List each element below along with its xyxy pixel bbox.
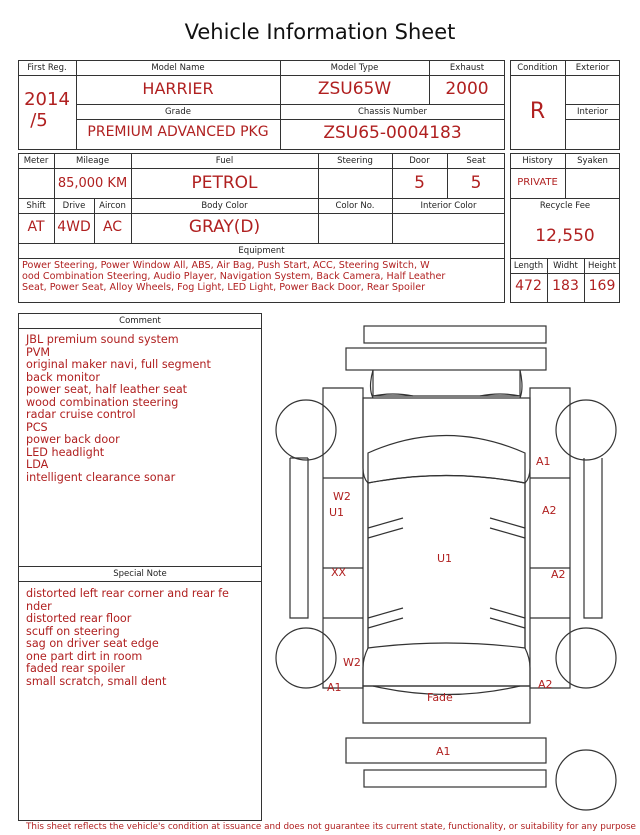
damage-mark-a1-left-rear: A1 (327, 681, 342, 694)
comment-line: PVM (26, 345, 51, 359)
front-right-wheel (556, 400, 616, 460)
disclaimer-footer: This sheet reflects the vehicle's condition at issuance and does not guarantee its current state, functionality, or suitability for any purpose (26, 822, 636, 832)
mileage-value: 85,000 KM (57, 176, 128, 191)
spare-wheel (556, 750, 616, 810)
condition-value: R (529, 99, 546, 124)
right-side-panels (530, 388, 570, 688)
color-no-label: Color No. (335, 201, 375, 211)
special-note-line: scuff on steering (26, 624, 120, 638)
first-reg-label: First Reg. (27, 63, 67, 73)
exhaust-label: Exhaust (449, 63, 485, 73)
model-name-label: Model Name (151, 63, 205, 73)
meter-label: Meter (23, 156, 49, 166)
comment-line: power back door (26, 433, 120, 446)
comment-line: wood combination steering (26, 395, 179, 409)
fuel-label: Fuel (215, 156, 234, 166)
steering-label: Steering (337, 156, 373, 166)
comment-line: intelligent clearance sonar (26, 470, 176, 484)
special-note-line: distorted left rear corner and rear fe (26, 587, 229, 600)
recycle-fee-value: 12,550 (535, 226, 595, 246)
special-note-line: nder (26, 599, 52, 613)
front-bumper (364, 326, 546, 343)
special-note-line: small scratch, small dent (26, 674, 167, 688)
history-value: PRIVATE (517, 177, 558, 188)
damage-mark-a1-front-right: A1 (536, 455, 551, 468)
special-note-line: faded rear spoiler (26, 662, 126, 675)
door-label: Door (409, 156, 430, 166)
car-damage-diagram (268, 318, 620, 818)
door-value: 5 (414, 173, 425, 193)
model-type-label: Model Type (330, 63, 379, 73)
special-note-line: sag on driver seat edge (26, 637, 159, 650)
comment-line: power seat, half leather seat (26, 383, 188, 396)
interior-label: Interior (576, 107, 608, 117)
rear-right-wheel (556, 628, 616, 688)
damage-mark-xx-left: XX (331, 566, 347, 579)
drive-value: 4WD (57, 219, 91, 235)
grade-label: Grade (165, 107, 191, 117)
damage-mark-a2-right-rear: A2 (551, 568, 566, 581)
comment-line: radar cruise control (26, 408, 136, 421)
width-value: 183 (552, 278, 579, 294)
chassis-number-label: Chassis Number (357, 107, 428, 117)
comment-line: PCS (26, 420, 48, 434)
fuel-value: PETROL (191, 173, 258, 193)
first-reg-year: 2014 (24, 89, 70, 110)
comment-line: LDA (26, 458, 49, 471)
damage-mark-fade-rear: Fade (427, 691, 453, 704)
comment-line: original maker navi, full segment (26, 358, 211, 371)
drive-label: Drive (62, 201, 86, 211)
special-note-label: Special Note (113, 569, 167, 579)
seat-label: Seat (466, 156, 486, 166)
equipment-label: Equipment (238, 246, 285, 256)
condition-label: Condition (517, 63, 558, 73)
length-value: 472 (515, 278, 542, 294)
height-value: 169 (588, 278, 616, 294)
height-label: Height (587, 261, 617, 271)
shift-label: Shift (26, 201, 46, 211)
special-note-line: distorted rear floor (26, 612, 132, 625)
length-label: Length (513, 261, 544, 271)
model-type-value: ZSU65W (317, 79, 392, 99)
damage-mark-w2-left: W2 (333, 490, 351, 503)
exterior-label: Exterior (575, 63, 610, 73)
aircon-label: Aircon (99, 201, 126, 211)
grade-value: PREMIUM ADVANCED PKG (87, 124, 269, 140)
comment-line: LED headlight (26, 445, 105, 459)
rear-left-wheel (276, 628, 336, 688)
hood (373, 370, 520, 396)
model-name-value: HARRIER (142, 79, 214, 98)
equipment-text: Power Steering, Power Window All, ABS, Air Bag, Push Start, ACC, Steering Switch, W ood Combination Steering, Audio Player, Navigation System, Back Camera, Half Leather Seat, Power Seat, Alloy Wheels, Fog Light, LED Light, Power Back Door, Rear Spoiler (22, 260, 446, 293)
front-left-wheel (276, 400, 336, 460)
seat-value: 5 (470, 173, 482, 193)
shift-value: AT (27, 219, 45, 235)
mileage-label: Mileage (75, 156, 110, 166)
special-note-list (26, 588, 229, 688)
body-color-label: Body Color (201, 201, 248, 211)
damage-mark-w2-left-rear: W2 (343, 656, 361, 669)
comment-label: Comment (119, 316, 161, 326)
syaken-label: Syaken (577, 156, 608, 166)
damage-mark-a1-rear-bumper: A1 (436, 745, 451, 758)
comment-line: back monitor (26, 370, 100, 384)
damage-mark-a2-right-front: A2 (542, 504, 557, 517)
special-note-line: one part dirt in room (26, 649, 143, 663)
interior-color-label: Interior Color (420, 201, 477, 211)
damage-mark-u1-left: U1 (329, 506, 345, 519)
page-title: Vehicle Information Sheet (184, 20, 456, 44)
history-label: History (522, 156, 553, 166)
width-label: Widht (553, 261, 578, 271)
left-side-panels (323, 388, 363, 688)
body-color-value: GRAY(D) (188, 217, 261, 237)
comment-list (26, 334, 211, 484)
rear-step (364, 770, 546, 787)
comment-line: JBL premium sound system (26, 333, 179, 346)
first-reg-month: /5 (30, 110, 48, 131)
damage-mark-a2-rear-right: A2 (538, 678, 553, 691)
exhaust-value: 2000 (445, 79, 489, 99)
damage-mark-u1-center: U1 (437, 552, 453, 565)
aircon-value: AC (102, 219, 123, 235)
recycle-fee-label: Recycle Fee (539, 201, 591, 211)
front-grille (346, 348, 546, 370)
chassis-number-value: ZSU65-0004183 (323, 123, 462, 143)
